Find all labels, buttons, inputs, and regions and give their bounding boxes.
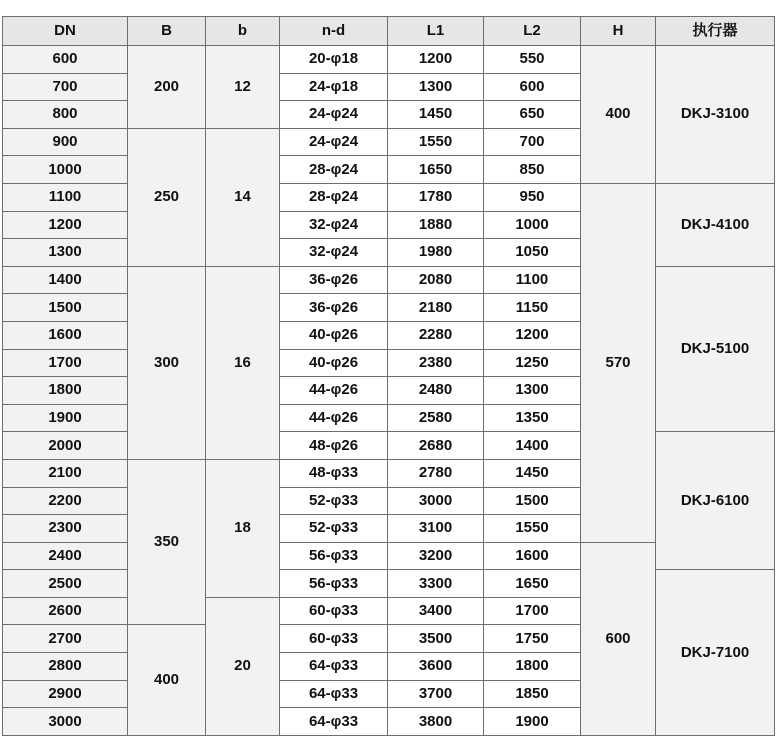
cell-dn: 1700 bbox=[3, 349, 128, 377]
cell-l1: 3800 bbox=[388, 708, 484, 736]
cell-B: 400 bbox=[128, 625, 206, 735]
cell-b: 14 bbox=[206, 128, 280, 266]
cell-l1: 2380 bbox=[388, 349, 484, 377]
header-row bbox=[3, 17, 775, 46]
cell-dn: 1500 bbox=[3, 294, 128, 322]
cell-n-d: 64-φ33 bbox=[280, 708, 388, 736]
cell-l1: 1880 bbox=[388, 211, 484, 239]
cell-n-d: 24-φ24 bbox=[280, 101, 388, 129]
cell-n-d: 20-φ18 bbox=[280, 46, 388, 74]
cell-l2: 1600 bbox=[484, 542, 581, 570]
cell-l2: 1550 bbox=[484, 515, 581, 543]
cell-b: 12 bbox=[206, 46, 280, 129]
cell-l1: 1780 bbox=[388, 183, 484, 211]
cell-n-d: 24-φ24 bbox=[280, 128, 388, 156]
cell-n-d: 28-φ24 bbox=[280, 183, 388, 211]
cell-n-d: 28-φ24 bbox=[280, 156, 388, 184]
cell-dn: 1900 bbox=[3, 404, 128, 432]
cell-dn: 2500 bbox=[3, 570, 128, 598]
table-row bbox=[3, 266, 775, 294]
cell-l1: 2180 bbox=[388, 294, 484, 322]
cell-dn: 2800 bbox=[3, 653, 128, 681]
cell-l1: 3500 bbox=[388, 625, 484, 653]
cell-l1: 1200 bbox=[388, 46, 484, 74]
cell-l1: 3700 bbox=[388, 680, 484, 708]
cell-l2: 1000 bbox=[484, 211, 581, 239]
cell-n-d: 32-φ24 bbox=[280, 211, 388, 239]
cell-dn: 1100 bbox=[3, 183, 128, 211]
cell-l1: 3000 bbox=[388, 487, 484, 515]
table-body bbox=[3, 46, 775, 736]
header-dn: DN bbox=[3, 17, 128, 46]
cell-l1: 1550 bbox=[388, 128, 484, 156]
cell-dn: 700 bbox=[3, 73, 128, 101]
cell-dn: 2000 bbox=[3, 432, 128, 460]
cell-dn: 800 bbox=[3, 101, 128, 129]
cell-l2: 1450 bbox=[484, 459, 581, 487]
cell-dn: 2200 bbox=[3, 487, 128, 515]
cell-dn: 2700 bbox=[3, 625, 128, 653]
cell-l2: 1900 bbox=[484, 708, 581, 736]
cell-dn: 600 bbox=[3, 46, 128, 74]
cell-dn: 2400 bbox=[3, 542, 128, 570]
cell-l2: 1200 bbox=[484, 321, 581, 349]
cell-n-d: 40-φ26 bbox=[280, 349, 388, 377]
cell-n-d: 32-φ24 bbox=[280, 239, 388, 267]
cell-n-d: 60-φ33 bbox=[280, 625, 388, 653]
cell-l2: 850 bbox=[484, 156, 581, 184]
cell-dn: 2600 bbox=[3, 597, 128, 625]
header-h: H bbox=[581, 17, 656, 46]
cell-l2: 700 bbox=[484, 128, 581, 156]
cell-l1: 1300 bbox=[388, 73, 484, 101]
cell-l2: 1650 bbox=[484, 570, 581, 598]
cell-l2: 600 bbox=[484, 73, 581, 101]
cell-n-d: 64-φ33 bbox=[280, 653, 388, 681]
cell-n-d: 44-φ26 bbox=[280, 377, 388, 405]
cell-n-d: 48-φ33 bbox=[280, 459, 388, 487]
cell-n-d: 52-φ33 bbox=[280, 487, 388, 515]
cell-n-d: 48-φ26 bbox=[280, 432, 388, 460]
cell-l1: 1450 bbox=[388, 101, 484, 129]
specification-table bbox=[2, 16, 775, 736]
cell-l1: 2480 bbox=[388, 377, 484, 405]
cell-l1: 3200 bbox=[388, 542, 484, 570]
cell-l2: 1250 bbox=[484, 349, 581, 377]
cell-dn: 900 bbox=[3, 128, 128, 156]
cell-actuator: DKJ-7100 bbox=[656, 570, 775, 736]
header-B: B bbox=[128, 17, 206, 46]
cell-n-d: 44-φ26 bbox=[280, 404, 388, 432]
cell-dn: 1300 bbox=[3, 239, 128, 267]
cell-b: 16 bbox=[206, 266, 280, 459]
cell-n-d: 40-φ26 bbox=[280, 321, 388, 349]
cell-l2: 1700 bbox=[484, 597, 581, 625]
header-l2: L2 bbox=[484, 17, 581, 46]
cell-n-d: 52-φ33 bbox=[280, 515, 388, 543]
table-row bbox=[3, 570, 775, 598]
cell-l2: 1050 bbox=[484, 239, 581, 267]
page-bottom-margin bbox=[0, 737, 780, 755]
cell-B: 300 bbox=[128, 266, 206, 459]
cell-actuator: DKJ-5100 bbox=[656, 266, 775, 432]
cell-b: 18 bbox=[206, 459, 280, 597]
cell-n-d: 36-φ26 bbox=[280, 294, 388, 322]
cell-l1: 3400 bbox=[388, 597, 484, 625]
cell-dn: 2900 bbox=[3, 680, 128, 708]
cell-dn: 2100 bbox=[3, 459, 128, 487]
cell-l1: 2580 bbox=[388, 404, 484, 432]
cell-n-d: 60-φ33 bbox=[280, 597, 388, 625]
cell-l1: 1980 bbox=[388, 239, 484, 267]
header-actuator: 执行器 bbox=[656, 17, 775, 46]
cell-B: 250 bbox=[128, 128, 206, 266]
cell-l1: 3100 bbox=[388, 515, 484, 543]
cell-n-d: 24-φ18 bbox=[280, 73, 388, 101]
cell-l2: 1500 bbox=[484, 487, 581, 515]
table-row bbox=[3, 432, 775, 460]
cell-l2: 650 bbox=[484, 101, 581, 129]
cell-l2: 550 bbox=[484, 46, 581, 74]
cell-B: 200 bbox=[128, 46, 206, 129]
header-n-d: n-d bbox=[280, 17, 388, 46]
cell-b: 20 bbox=[206, 597, 280, 735]
cell-dn: 1200 bbox=[3, 211, 128, 239]
cell-dn: 1600 bbox=[3, 321, 128, 349]
header-b: b bbox=[206, 17, 280, 46]
cell-l1: 2280 bbox=[388, 321, 484, 349]
cell-n-d: 64-φ33 bbox=[280, 680, 388, 708]
cell-l1: 1650 bbox=[388, 156, 484, 184]
header-l1: L1 bbox=[388, 17, 484, 46]
cell-dn: 3000 bbox=[3, 708, 128, 736]
cell-dn: 1400 bbox=[3, 266, 128, 294]
cell-l2: 1800 bbox=[484, 653, 581, 681]
cell-h: 600 bbox=[581, 542, 656, 735]
cell-dn: 1800 bbox=[3, 377, 128, 405]
cell-B: 350 bbox=[128, 459, 206, 625]
cell-h: 570 bbox=[581, 183, 656, 542]
cell-n-d: 36-φ26 bbox=[280, 266, 388, 294]
cell-l2: 1300 bbox=[484, 377, 581, 405]
table-row bbox=[3, 46, 775, 74]
cell-actuator: DKJ-6100 bbox=[656, 432, 775, 570]
cell-l1: 2780 bbox=[388, 459, 484, 487]
cell-actuator: DKJ-4100 bbox=[656, 183, 775, 266]
cell-l2: 1100 bbox=[484, 266, 581, 294]
cell-l1: 3300 bbox=[388, 570, 484, 598]
cell-l2: 1850 bbox=[484, 680, 581, 708]
cell-l2: 1150 bbox=[484, 294, 581, 322]
cell-l1: 3600 bbox=[388, 653, 484, 681]
cell-actuator: DKJ-3100 bbox=[656, 46, 775, 184]
cell-h: 400 bbox=[581, 46, 656, 184]
cell-n-d: 56-φ33 bbox=[280, 542, 388, 570]
cell-dn: 1000 bbox=[3, 156, 128, 184]
cell-dn: 2300 bbox=[3, 515, 128, 543]
cell-l2: 950 bbox=[484, 183, 581, 211]
cell-l2: 1350 bbox=[484, 404, 581, 432]
cell-l2: 1750 bbox=[484, 625, 581, 653]
cell-l1: 2080 bbox=[388, 266, 484, 294]
cell-n-d: 56-φ33 bbox=[280, 570, 388, 598]
cell-l1: 2680 bbox=[388, 432, 484, 460]
cell-l2: 1400 bbox=[484, 432, 581, 460]
table-row bbox=[3, 183, 775, 211]
